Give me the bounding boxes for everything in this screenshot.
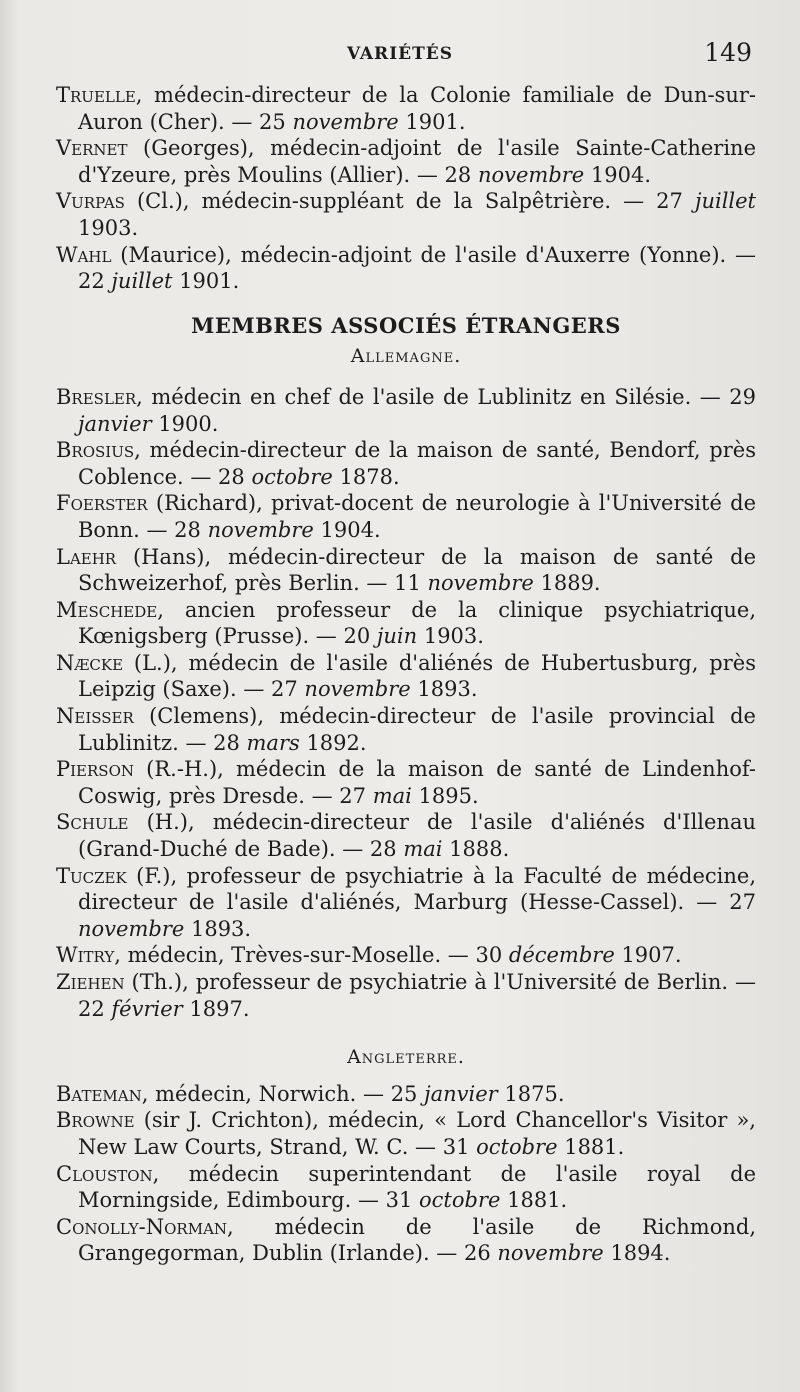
member-name: Pierson [56,757,134,782]
member-date-month: juin [376,624,418,649]
member-date-month: mai [403,837,443,862]
member-date-year: 1892. [299,730,367,755]
country-heading-england: Angleterre. [347,1046,465,1069]
member-name: Conolly-Norman [56,1214,228,1239]
member-date-year: 1900. [151,411,219,436]
member-description: , médecin-directeur de la Colonie familiale de Dun-sur-Auron (Cher). — 25 [78,83,756,134]
member-entry [56,1214,756,1267]
member-description: (Clemens), médecin-directeur de l'asile provincial de Lublinitz. — 28 [78,704,756,755]
section-title: MEMBRES ASSOCIÉS ÉTRANGERS [191,312,621,338]
member-date-year: 1888. [442,837,510,862]
member-description: , médecin, Norwich. — 25 [141,1081,425,1106]
member-date-year: 1894. [603,1241,671,1266]
member-date-month: janvier [78,411,152,436]
member-name: Browne [56,1108,135,1133]
member-date-year: 1881. [557,1134,625,1159]
member-name: Wahl [56,242,112,267]
member-name: Meschede [56,597,158,622]
entry-list-germany [56,384,756,1022]
member-entry [56,703,756,756]
member-name: Foerster [56,491,148,516]
member-description: (R.-H.), médecin de la maison de santé de Lindenhof-Coswig, près Dresde. — 27 [78,757,756,808]
member-description: (Hans), médecin-directeur de la maison de santé de Schweizerhof, près Berlin. — 11 [78,544,756,596]
page-header [0,36,800,76]
entry-list-england [56,1081,756,1267]
member-date-month: octobre [419,1188,501,1213]
member-description: , ancien professeur de la clinique psychiatrique, Kœnigsberg (Prusse). — 20 [78,597,756,649]
member-description: (Th.), professeur de psychiatrie à l'Université de Berlin. — 22 [78,970,756,1021]
member-date-month: novembre [304,677,411,702]
member-date-year: 1893. [410,677,478,702]
member-date-year: 1901. [172,269,240,294]
member-entry [56,1107,756,1160]
member-entry [56,384,756,437]
member-entry [56,809,756,862]
member-entry [56,863,756,943]
member-entry [56,490,756,543]
member-date-month: octobre [476,1134,558,1159]
member-entry [56,544,756,597]
running-title: VARIÉTÉS [347,44,453,64]
member-date-month: février [111,996,183,1021]
member-date-year: 1901. [398,109,466,134]
member-entry [56,188,756,241]
member-description: , médecin superintendant de l'asile royal de Morningside, Edimbourg. — 31 [78,1161,756,1213]
member-description: (Cl.), médecin-suppléant de la Salpêtrière. — 27 [124,189,695,214]
member-name: Tuczek [56,863,127,888]
member-name: Clouston [56,1161,153,1186]
member-description: (H.), médecin-directeur de l'asile d'aliénés d'Illenau (Grand-Duché de Bade). — 28 [78,810,756,862]
member-date-year: 1893. [184,916,252,941]
member-date-year: 1875. [497,1081,565,1106]
entry-list-france [56,82,756,295]
member-description: (Georges), médecin-adjoint de l'asile Sainte-Catherine d'Yzeure, près Moulins (Allier). — 28 [78,136,756,187]
member-description: (F.), professeur de psychiatrie à la Faculté de médecine, directeur de l'asile d'aliénés, Marburg (Hesse-Cassel). — 27 [78,863,756,915]
member-name: Truelle [56,83,136,107]
member-date-month: mars [246,730,300,755]
member-description: (sir J. Crichton), médecin, « Lord Chancellor's Visitor », New Law Courts, Strand, W. C. — 31 [78,1108,756,1159]
member-entry [56,1081,756,1108]
member-name: Bateman [56,1081,142,1106]
member-description: (Maurice), médecin-adjoint de l'asile d'Auxerre (Yonne). — 22 [78,242,756,294]
member-date-year: 1903. [78,215,139,240]
member-entry [56,1161,756,1214]
member-description: , médecin-directeur de la maison de santé, Bendorf, près Coblence. — 28 [78,438,756,489]
member-name: Ziehen [56,970,125,994]
member-name: Næcke [56,650,124,675]
member-date-month: juillet [111,269,173,294]
member-entry [56,242,756,295]
member-date-year: 1907. [614,943,682,968]
member-date-month: octobre [251,464,333,489]
member-name: Schule [56,810,129,835]
member-date-month: janvier [424,1081,498,1106]
member-description: , médecin, Trèves-sur-Moselle. — 30 [114,943,509,968]
member-date-year: 1881. [500,1188,568,1213]
member-date-month: novembre [292,109,399,134]
member-name: Vernet [56,136,128,161]
member-date-year: 1904. [584,162,652,187]
member-date-month: novembre [427,571,534,596]
member-entry [56,437,756,490]
member-name: Bresler [56,384,137,409]
member-date-month: novembre [497,1241,604,1266]
member-date-month: novembre [477,162,585,187]
member-description: , médecin en chef de l'asile de Lublinitz en Silésie. — 29 [136,384,756,409]
member-date-year: 1895. [411,783,479,808]
member-description: (L.), médecin de l'asile d'aliénés de Hubertusburg, près Leipzig (Saxe). — 27 [78,650,756,702]
member-entry [56,969,756,1022]
member-entry [56,942,756,969]
member-entry [56,82,756,135]
member-entry [56,597,756,650]
member-name: Laehr [56,544,117,569]
member-date-month: novembre [207,517,314,542]
member-description: , médecin de l'asile de Richmond, Grangegorman, Dublin (Irlande). — 26 [78,1214,756,1266]
member-entry [56,650,756,703]
member-date-month: juillet [694,189,756,214]
member-date-month: novembre [78,916,185,941]
member-description: (Richard), privat-docent de neurologie à l'Université de Bonn. — 28 [78,491,756,542]
member-date-month: mai [372,783,412,808]
member-entry [56,135,756,188]
member-name: Witry [56,943,115,968]
page-number: 149 [704,38,752,67]
member-date-year: 1878. [332,464,400,489]
member-date-year: 1897. [182,996,250,1021]
member-date-month: décembre [508,943,615,968]
member-name: Brosius [56,438,135,463]
member-name: Vurpas [56,189,125,214]
member-date-year: 1889. [533,571,601,596]
member-name: Neisser [56,704,134,729]
member-entry [56,756,756,809]
member-date-year: 1904. [313,517,381,542]
country-heading-germany: Allemagne. [350,345,462,368]
member-date-year: 1903. [417,624,484,649]
page-body [56,82,756,1267]
